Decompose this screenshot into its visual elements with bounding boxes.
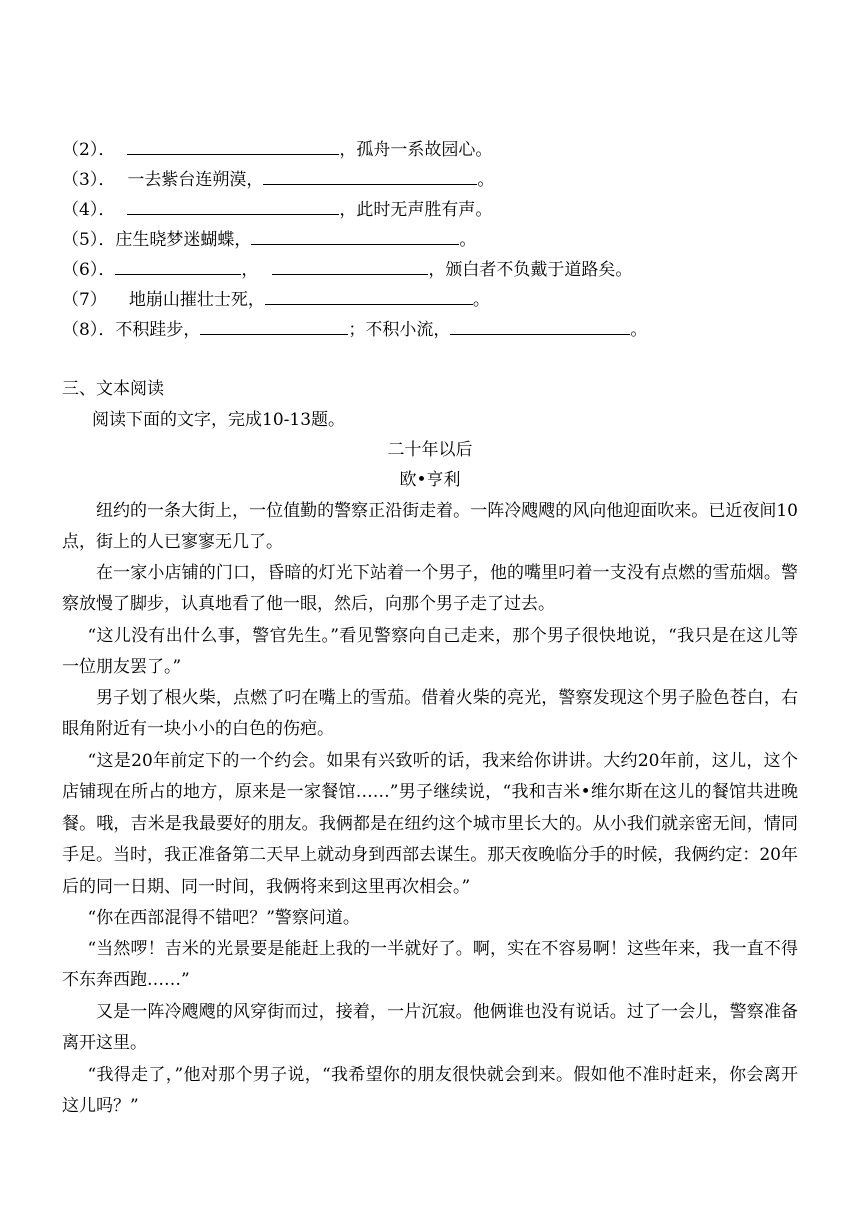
poem-number: （6）．	[62, 260, 116, 280]
answer-blank[interactable]	[127, 198, 339, 215]
poem-number: （8）．	[62, 320, 116, 340]
poem-text: 。	[477, 170, 495, 190]
poem-text: 不积跬步，	[115, 320, 201, 340]
answer-blank[interactable]	[272, 258, 428, 275]
answer-blank[interactable]	[200, 318, 348, 335]
poem-text: ，孤舟一系故园心。	[339, 140, 493, 160]
poem-number: （2）．	[62, 140, 116, 160]
poem-line-8	[62, 318, 647, 341]
poem-line-4	[62, 198, 492, 221]
answer-blank[interactable]	[265, 288, 473, 305]
poem-text: 一去紫台连朔漠，	[127, 170, 264, 190]
story-paragraph: 纽约的一条大街上，一位值勤的警察正沿街走着。一阵冷飕飕的风向他迎面吹来。已近夜间10点，街上的人已寥寥无几了。	[62, 501, 798, 553]
poem-text: ，颁白者不负戴于道路矣。	[428, 260, 633, 280]
poem-line-3	[62, 168, 494, 191]
poem-number: （7）	[62, 290, 107, 310]
story-paragraph: “你在西部混得不错吧？”警察问道。	[87, 908, 360, 928]
story-paragraph: “我得走了，”他对那个男子说，“我希望你的朋友很快就会到来。假如他不准时赶来，你会离开这儿吗？”	[62, 1065, 798, 1117]
poem-text: 。	[459, 230, 477, 250]
answer-blank[interactable]	[251, 228, 459, 245]
poem-text: 。	[630, 320, 648, 340]
poem-text: 庄生晓梦迷蝴蝶，	[115, 230, 252, 250]
section-heading: 三、文本阅读	[62, 379, 164, 399]
story-paragraph: “当然啰！吉米的光景要是能赶上我的一半就好了。啊，实在不容易啊！这些年来，我一直不得不东奔西跑……”	[62, 939, 798, 991]
story-paragraph: 又是一阵冷飕飕的风穿街而过，接着，一片沉寂。他俩谁也没有说话。过了一会儿，警察准备离开这里。	[62, 1002, 798, 1054]
poem-number: （4）．	[62, 200, 116, 220]
poem-number: （3）．	[62, 170, 116, 190]
poem-line-5	[62, 228, 476, 251]
story-paragraph: “这儿没有出什么事，警官先生。”看见警察向自己走来，那个男子很快地说，“我只是在这儿等一位朋友罢了。”	[62, 626, 798, 678]
poem-text: 。	[472, 290, 490, 310]
answer-blank[interactable]	[127, 138, 339, 155]
poem-line-6	[62, 258, 632, 281]
poem-line-7	[62, 288, 490, 311]
poem-number: （5）．	[62, 230, 116, 250]
poem-text: 地崩山摧壮士死，	[128, 290, 265, 310]
poem-text: ，	[241, 260, 259, 280]
answer-blank[interactable]	[263, 168, 477, 185]
instruction-text: 阅读下面的文字，完成10-13题。	[92, 410, 346, 430]
poem-text: ，此时无声胜有声。	[339, 200, 493, 220]
story-paragraph: 在一家小店铺的门口，昏暗的灯光下站着一个男子，他的嘴里叼着一支没有点燃的雪茄烟。警察放慢了脚步，认真地看了他一眼，然后，向那个男子走了过去。	[62, 563, 798, 615]
story-title: 二十年以后	[387, 440, 473, 460]
story-author: 欧•亨利	[399, 470, 461, 490]
poem-line-2	[62, 138, 492, 161]
answer-blank[interactable]	[450, 318, 630, 335]
answer-blank[interactable]	[115, 258, 241, 275]
poem-text: ；不积小流，	[348, 320, 451, 340]
story-paragraph: 男子划了根火柴，点燃了叼在嘴上的雪茄。借着火柴的亮光，警察发现这个男子脸色苍白，右眼角附近有一块小小的白色的伤疤。	[62, 688, 798, 740]
story-paragraph: “这是20年前定下的一个约会。如果有兴致听的话，我来给你讲讲。大约20年前，这儿，这个店铺现在所占的地方，原来是一家餐馆……”男子继续说，“我和吉米•维尔斯在这儿的餐馆共进晚餐。哦，吉米是我最要好的朋友。我俩都是在纽约这个城市里长大的。从小我们就亲密无间，情同手足。当时，我正准备第二天早上就动身到西部去谋生。那天夜晚临分手的时候，我俩约定：20年后的同一日期、同一时间，我俩将来到这里再次相会。”	[62, 751, 798, 897]
